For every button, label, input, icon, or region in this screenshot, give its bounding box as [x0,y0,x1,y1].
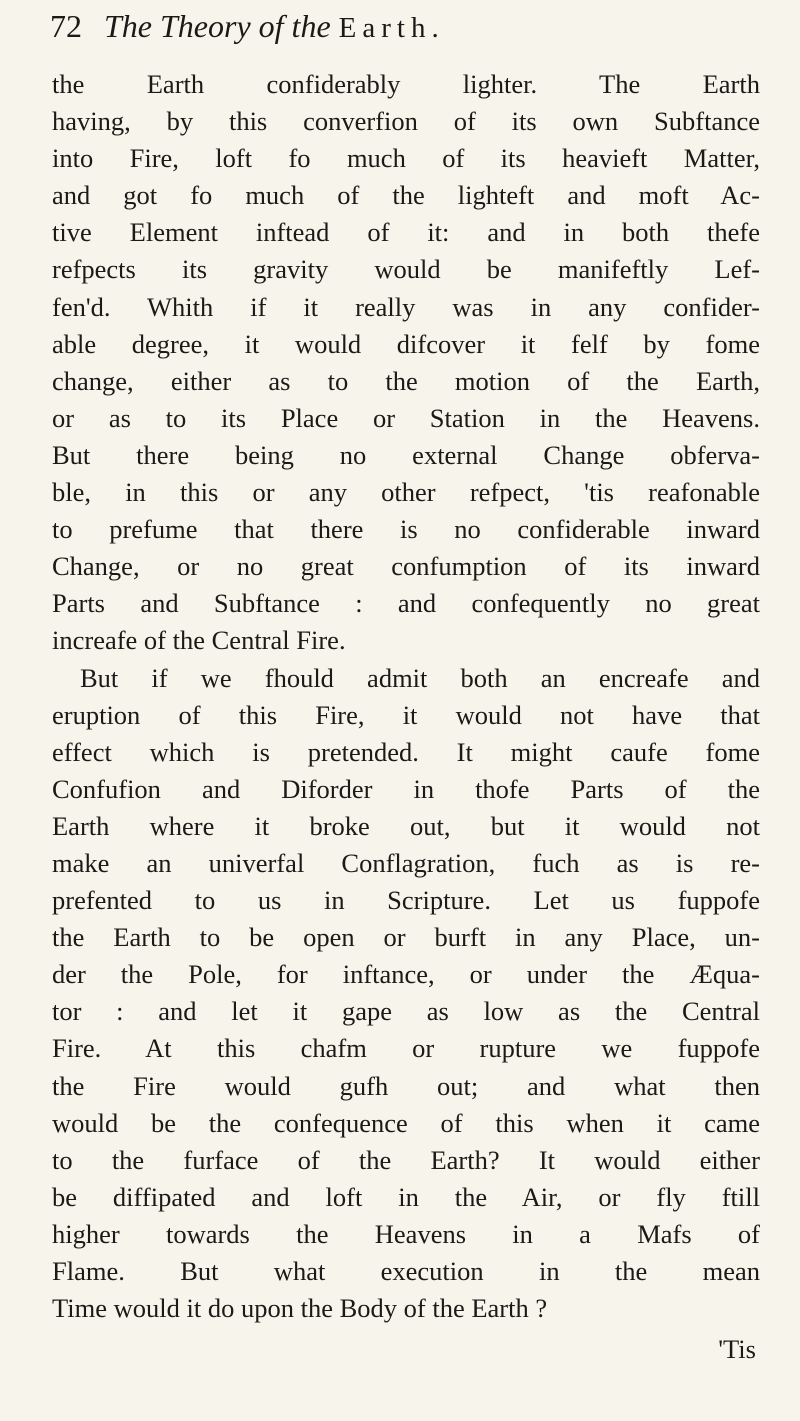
text-line: higher towards the Heavens in a Mafs of [52,1218,760,1249]
page-header [50,8,750,64]
text-line: and got fo much of the lighteft and moft Ac- [52,180,760,211]
catchword: 'Tis [718,1334,756,1365]
text-line: to prefume that there is no confiderable inward [52,514,760,545]
text-line: refpects its gravity would be manifeftly Lef- [52,254,760,285]
text-line: tive Element inftead of it: and in both thefe [52,217,760,248]
text-line: effect which is pretended. It might caufe fome [52,736,760,767]
text-line: fen'd. Whith if it really was in any confider- [52,291,760,322]
text-line: Time would it do upon the Body of the Earth ? [52,1293,548,1324]
text-line: But there being no external Change obferva- [52,439,760,470]
paragraph-2 [52,660,760,1328]
text-line: having, by this converfion of its own Subftance [52,106,760,137]
text-line: Confufion and Diforder in thofe Parts of the [52,773,760,804]
text-line: into Fire, loft fo much of its heavieft Matter, [52,143,760,174]
text-line: Parts and Subftance : and confequently no great [52,588,760,619]
text-line: make an univerfal Conflagration, fuch as is re- [52,847,760,878]
body-text [52,66,760,1368]
running-title [104,8,445,45]
text-line: the Earth confiderably lighter. The Earth [52,69,760,99]
text-line: Earth where it broke out, but it would not [52,810,760,841]
text-line: tor : and let it gape as low as the Central [52,996,760,1027]
text-line: Flame. But what execution in the mean [52,1256,760,1286]
text-line: But if we fhould admit both an encreafe and [80,662,760,693]
text-line: or as to its Place or Station in the Heavens. [52,402,760,433]
running-title-caps: Earth. [338,12,445,44]
text-line: der the Pole, for inftance, or under the Æqua- [52,959,760,990]
text-line: ble, in this or any other refpect, 'tis reafonable [52,477,760,508]
page-number: 72 [50,8,82,44]
text-line: change, either as to the motion of the Earth, [52,365,760,396]
text-line: eruption of this Fire, it would not have that [52,699,760,730]
text-line: the Fire would gufh out; and what then [52,1070,760,1101]
text-line: increafe of the Central Fire. [52,625,346,656]
text-line: prefented to us in Scripture. Let us fuppofe [52,885,760,916]
text-line: Change, or no great confumption of its inward [52,551,760,582]
text-line: to the furface of the Earth? It would either [52,1144,760,1175]
paragraph-1 [52,66,760,660]
running-title-prefix: The Theory of the [104,8,331,44]
text-line: the Earth to be open or burft in any Place, un- [52,922,760,953]
text-line: Fire. At this chafm or rupture we fuppofe [52,1033,760,1064]
text-line: be diffipated and loft in the Air, or fly ftill [52,1181,760,1212]
text-line: able degree, it would difcover it felf by fome [52,328,760,359]
text-line: would be the confequence of this when it came [52,1107,760,1138]
